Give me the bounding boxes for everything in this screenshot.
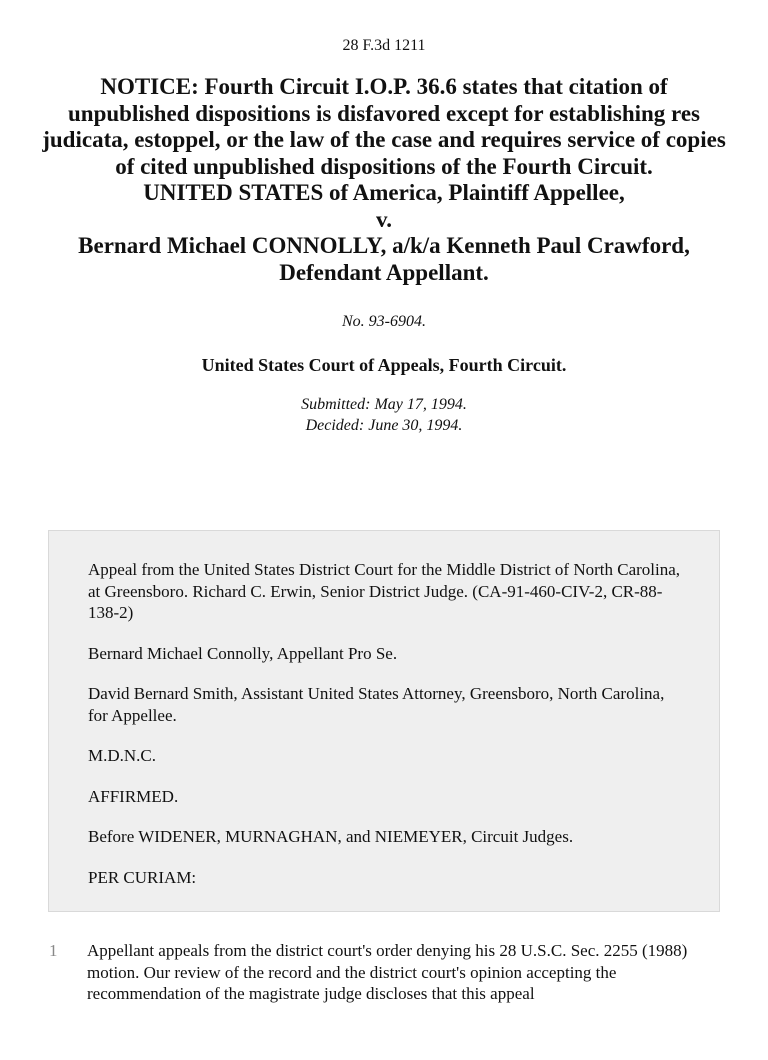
opinion-paragraph bbox=[0, 940, 768, 1005]
defendant-name: Bernard Michael CONNOLLY, a/k/a Kenneth Paul Crawford, Defendant Appellant. bbox=[78, 233, 690, 285]
case-info-box bbox=[48, 530, 720, 912]
docket-number: No. 93-6904. bbox=[342, 313, 426, 330]
notice-text: NOTICE: Fourth Circuit I.O.P. 36.6 states that citation of unpublished dispositions is disfavored except for establishing res judicata, estoppel, or the law of the case and requires service of copies of cited unpublished dispositions of the Fourth Circuit. bbox=[42, 74, 726, 179]
plaintiff-name: UNITED STATES of America, Plaintiff Appellee, bbox=[143, 180, 625, 205]
appeal-from-text: Appeal from the United States District Court for the Middle District of North Carolina, at Greensboro. Richard C. Erwin, Senior District Judge. (CA-91-460-CIV-2, CR-88-138-2) bbox=[88, 560, 681, 622]
case-citation: 28 F.3d 1211 bbox=[342, 37, 426, 54]
lower-court: M.D.N.C. bbox=[88, 746, 157, 765]
paragraph-text: Appellant appeals from the district court's order denying his 28 U.S.C. Sec. 2255 (1988) motion. Our review of the record and the district court's opinion accepting the recommendation of the magistrate judge discloses that this appeal bbox=[87, 941, 688, 1003]
case-header bbox=[40, 74, 728, 286]
submitted-date: Submitted: May 17, 1994. bbox=[301, 396, 467, 413]
disposition: AFFIRMED. bbox=[88, 786, 179, 806]
versus-label: v. bbox=[376, 206, 392, 232]
appellant-counsel: Bernard Michael Connolly, Appellant Pro Se. bbox=[88, 643, 398, 663]
paragraph-number: 1 bbox=[49, 941, 58, 960]
court-name: United States Court of Appeals, Fourth Circuit. bbox=[201, 355, 567, 375]
opinion-author: PER CURIAM: bbox=[88, 867, 197, 887]
appellee-counsel: David Bernard Smith, Assistant United States Attorney, Greensboro, North Carolina, for Appellee. bbox=[88, 684, 665, 725]
judges-panel: Before WIDENER, MURNAGHAN, and NIEMEYER, Circuit Judges. bbox=[88, 827, 574, 846]
decided-date: Decided: June 30, 1994. bbox=[305, 417, 463, 434]
case-dates bbox=[0, 394, 768, 436]
